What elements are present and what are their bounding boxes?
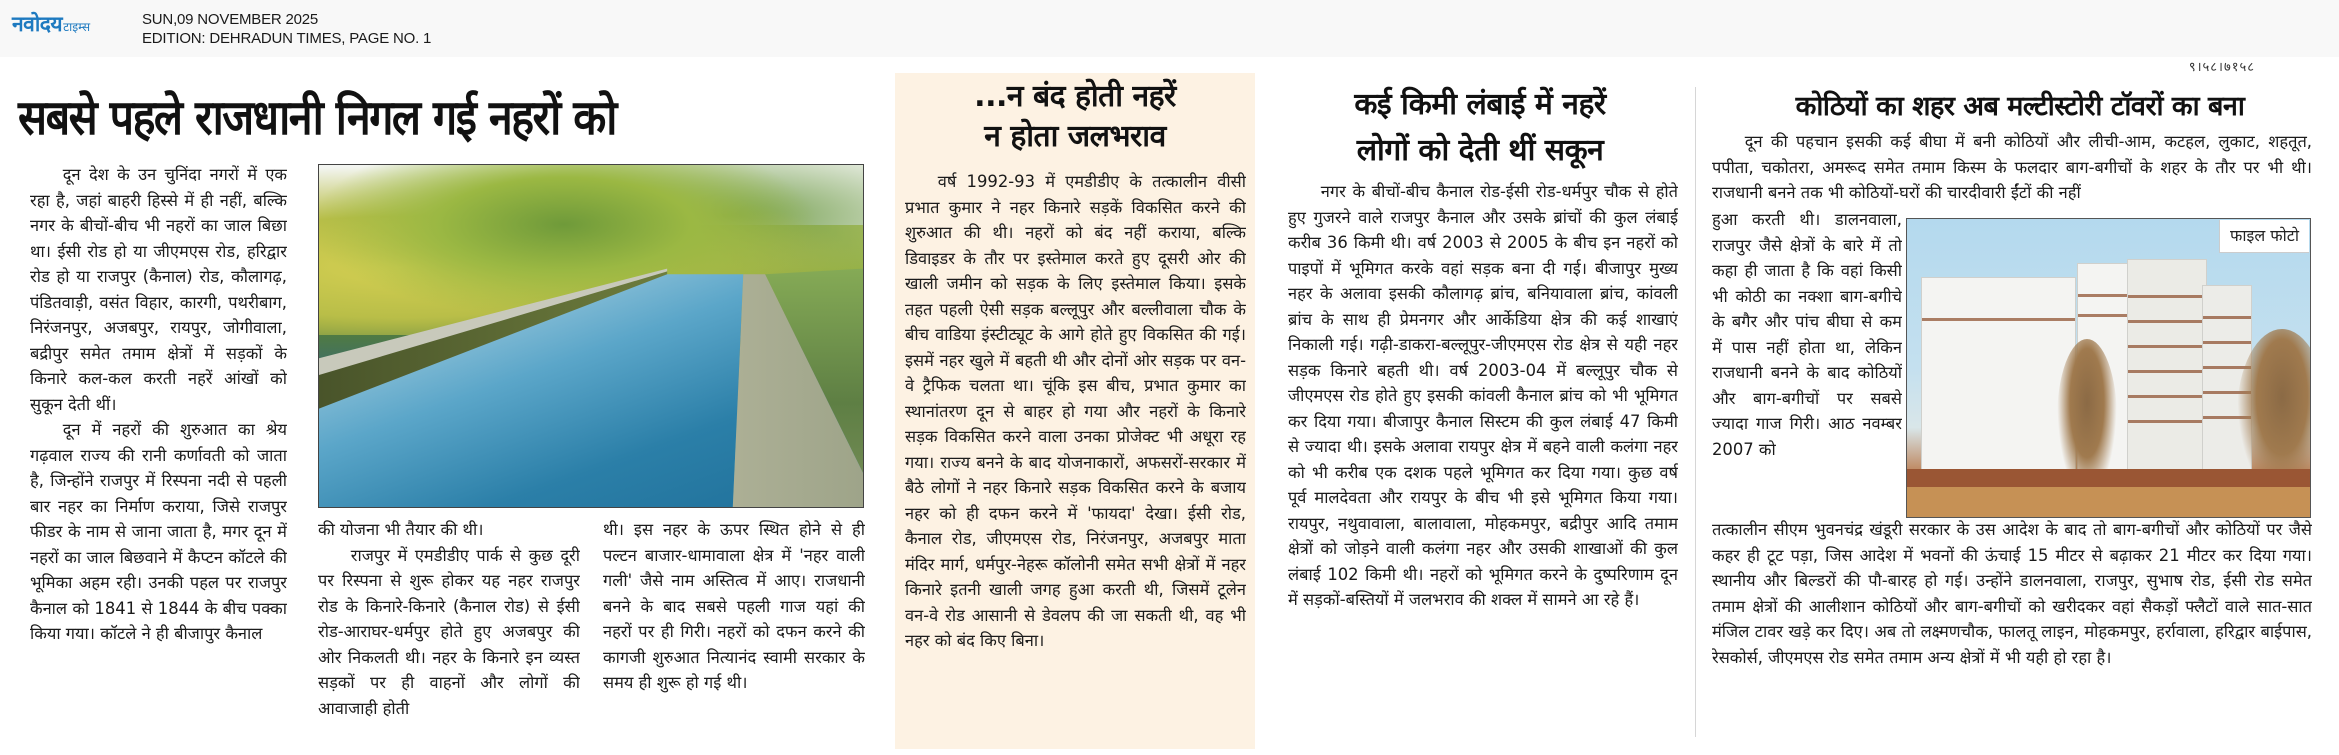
photo-balcony [2203, 316, 2251, 319]
photo-brick-wall [1907, 469, 2310, 489]
photo-caption: फाइल फोटो [2219, 220, 2309, 253]
article1-paragraph: राजपुर में एमडीडीए पार्क से कुछ दूरी पर रिस्पना से शुरू होकर यह नहर राजपुर रोड के किनारे-किनारे (कैनाल रोड) से ईसी रोड-आराघर-धर्मपुर होते हुए अजबपुर की ओर निकलती थी। नहर के किनारे इन व्यस्त सड़कों पर ही वाहनों और लोगों की आवाजाही होती [318, 545, 580, 718]
article2-body [905, 169, 1246, 744]
article1-paragraph: दून देश के उन चुनिंदा नगरों में एक रहा है, जहां बाहरी हिस्से में ही नहीं, बल्कि नगर के बीचों-बीच भी नहरों का जाल बिछा था। ईसी रोड हो या जीएमएस रोड, हरिद्वार रोड हो या राजपुर (कैनाल) रोड, कौलागढ़, पंडितवाड़ी, वसंत विहार, कारगी, पथरीबाग, निरंजनपुर, अजबपुर, रायपुर, जोगीवाला, बद्रीपुर समेत तमाम क्षेत्रों में सड़कों के किनारे कल-कल करती नहरें आंखों को सुकून देती थीं। [30, 165, 287, 414]
article1-paragraph: थी। इस नहर के ऊपर स्थित होने से ही पल्टन बाजार-धामावाला क्षेत्र में 'नहर वाली गली' जैसे नाम अस्तित्व में आए। राजधानी बनने के बाद सबसे पहली गाज यहां की नहरों पर ही गिरी। नहरों को दफन करने की कागजी शुरुआत नित्यानंद स्वामी सरकार के समय ही शुरू हो गई थी। [603, 520, 865, 692]
article2-headline-line2: न होता जलभराव [984, 119, 1166, 154]
photo-balcony [2128, 395, 2206, 398]
edition-info: EDITION: DEHRADUN TIMES, PAGE NO. 1 [142, 30, 432, 47]
article3-body [1288, 179, 1678, 749]
article4-headline: कोठियों का शहर अब मल्टीस्टोरी टॉवरों का बना [1795, 91, 2245, 122]
photo-balcony [2128, 370, 2206, 373]
article2-headline [895, 77, 1255, 157]
article1-column-1 [30, 162, 287, 742]
photo-balcony [2128, 320, 2206, 323]
article4-body-bottom [1712, 517, 2312, 747]
article1-headline: सबसे पहले राजधानी निगल गई नहरों को [18, 90, 616, 147]
towers-photo [1906, 218, 2311, 518]
photo-balcony [1922, 318, 2075, 321]
article3-paragraph: नगर के बीचों-बीच कैनाल रोड-ईसी रोड-धर्मपुर चौक से होते हुए गुजरने वाले राजपुर कैनाल और उसके ब्रांचों की कुल लंबाई करीब 36 किमी थी। वर्ष 2003 से 2005 के बीच इन नहरों को पाइपों में भूमिगत करके वहां सड़क बना दी गई। बीजापुर मुख्य नहर के अलावा इसकी कौलागढ़ ब्रांच, बनियावाला ब्रांच, कांवली ब्रांच के साथ ही प्रेमनगर और आर्केडिया क्षेत्र की कई शाखाएं निकाली गई। गढ़ी-डाकरा-बल्लूपुर-जीएमएस रोड क्षेत्र से यही नहर सड़क किनारे बहती थी। वर्ष 2003-04 में बल्लूपुर चौक से जीएमएस रोड होते हुए इसकी कांवली कैनाल ब्रांच को भी भूमिगत कर दिया गया। बीजापुर कैनाल सिस्टम की कुल लंबाई 47 किमी से ज्यादा थी। इसके अलावा रायपुर क्षेत्र में बहने वाली कलंगा नहर को भी करीब एक दशक पहले भूमिगत कर दिया गया। कुछ वर्ष पूर्व मालदेवता और रायपुर के बीच भी इसे भूमिगत किया गया। रायपुर, नथुवावाला, बालावाला, मोहकमपुर, बद्रीपुर आदि तमाम क्षेत्रों को जोड़ने वाली कलंगा नहर और उसकी शाखाओं की कुल लंबाई 102 किमी थी। नहरों को भूमिगत करने के दुष्परिणाम दून में सड़कों-बस्तियों में जलभराव की शक्ल में सामने आ रहे हैं। [1288, 182, 1678, 609]
canal-photo [318, 164, 864, 508]
photo-balcony [2128, 345, 2206, 348]
photo-balcony [2203, 341, 2251, 344]
newspaper-logo[interactable] [12, 13, 90, 35]
photo-ground [1907, 487, 2310, 517]
logo-sub-text: टाइम्स [63, 20, 91, 34]
logo-main-text: नवोदय [12, 12, 63, 36]
article3-headline-line2: लोगों को देती थीं सकून [1356, 133, 1604, 168]
page-code: ९।५८।७१५८ [2188, 60, 2255, 75]
article3-headline [1275, 82, 1685, 174]
article1-paragraph: दून में नहरों की शुरुआत का श्रेय गढ़वाल राज्य की रानी कर्णावती को जाता है, जिन्होंने राजपुर में रिस्पना नदी से पहली बार नहर का निर्माण कराया, जिसे राजपुर फीडर के नाम से जाना जाता है, मगर दून में नहरों का जाल बिछवाने में कैप्टन कॉटले की भूमिका अहम रही। उनकी पहल पर राजपुर कैनाल को 1841 से 1844 के बीच पक्का किया गया। कॉटले ने ही बीजापुर कैनाल [30, 420, 287, 643]
photo-building [1921, 277, 2076, 487]
article1-column-3 [603, 517, 865, 747]
article4-paragraph: तत्कालीन सीएम भुवनचंद्र खंडूरी सरकार के उस आदेश के बाद तो बाग-बगीचों और कोठियों पर जैसे कहर ही टूट पड़ा, जिस आदेश में भवनों की ऊंचाई 15 मीटर से बढ़ाकर 21 मीटर कर दिया गया। स्थानीय और बिल्डरों की पौ-बारह हो गई। उन्होंने डालनवाला, राजपुर, सुभाष रोड, ईसी रोड समेत तमाम क्षेत्रों की आलीशान कोठियों और बाग-बगीचों को खरीदकर वहां सैकड़ों फ्लैटों वाले सात-सात मंजिल टावर खड़े कर दिए। अब तो लक्ष्मणचौक, फालतू लाइन, मोहकमपुर, हर्रावाला, हरिद्वार बाईपास, रेसकोर्स, जीएमएस रोड समेत तमाम अन्य क्षेत्रों में भी यही हो रहा है। [1712, 520, 2312, 667]
article2-headline-line1: ...न बंद होती नहरें [974, 79, 1176, 114]
article4-paragraph: दून की पहचान इसकी कई बीघा में बनी कोठियों और लीची-आम, कटहल, लुकाट, शहतूत, पपीता, चकोतरा, अमरूद समेत तमाम किस्म के फलदार बाग-बगीचों के शहर के तौर पर भी थी। राजधानी बनने तक भी कोठियों-घरों की चारदीवारी ईंटों की नहीं [1712, 132, 2312, 202]
article4-paragraph: हुआ करती थी। डालनवाला, राजपुर जैसे क्षेत्रों के बारे में तो कहा ही जाता है कि वहां किसी भी कोठी का नक्शा बाग-बगीचे के बगैर और पांच बीघा से कम में पास नहीं होता था, लेकिन राजधानी बनने के बाद कोठियों और बाग-बगीचों पर सबसे ज्यादा गाज गिरी। आठ नवम्बर 2007 को [1712, 210, 1902, 459]
newspaper-page [0, 57, 2339, 755]
photo-balcony [2128, 420, 2206, 423]
edition-date: SUN,09 NOVEMBER 2025 [142, 11, 319, 28]
article1-column-2 [318, 517, 580, 747]
photo-balcony [2128, 295, 2206, 298]
article1-paragraph: की योजना भी तैयार की थी। [318, 520, 484, 539]
column-divider [1695, 87, 1696, 737]
article3-headline-line1: कई किमी लंबाई में नहरें [1354, 87, 1606, 122]
edition-meta [142, 10, 431, 48]
photo-building [2127, 259, 2207, 489]
epaper-header [0, 0, 2339, 57]
article2-paragraph: वर्ष 1992-93 में एमडीडीए के तत्कालीन वीसी प्रभात कुमार ने नहर किनारे सड़कें विकसित करने की शुरुआत की थी। नहरों को बंद नहीं कराया, बल्कि डिवाइडर के तौर पर इस्तेमाल करते हुए दूसरी ओर की खाली जमीन को सड़क के लिए इस्तेमाल किया। इसके तहत पहली ऐसी सड़क बल्लूपुर और बल्लीवाला चौक के बीच वाडिया इंस्टीट्यूट के आगे होते हुए विकसित की गई। इसमें नहर खुले में बहती थी और दोनों ओर सड़क पर वन-वे ट्रैफिक चलता था। चूंकि इस बीच, प्रभात कुमार का स्थानांतरण दून से बाहर हो गया और नहरों के किनारे सड़क विकसित करने वाला उनका प्रोजेक्ट भी अधूरा रह गया। राज्य बनने के बाद योजनाकारों, अफसरों-सरकार में बैठे लोगों ने नहर किनारे सड़क विकसित करने के बजाय नहर को ही दफन करने में 'फायदा' देखा। ईसी रोड, कैनाल रोड, जीएमएस रोड, निरंजनपुर, अजबपुर माता मंदिर मार्ग, धर्मपुर-नेहरू कॉलोनी समेत सभी क्षेत्रों में नहर किनारे इतनी खाली जगह हुआ करती थी, जिसमें टूलेन वन-वे रोड आसानी से डेवलप की जा सकती थी, वह भी नहर को बंद किए बिना। [905, 172, 1246, 650]
